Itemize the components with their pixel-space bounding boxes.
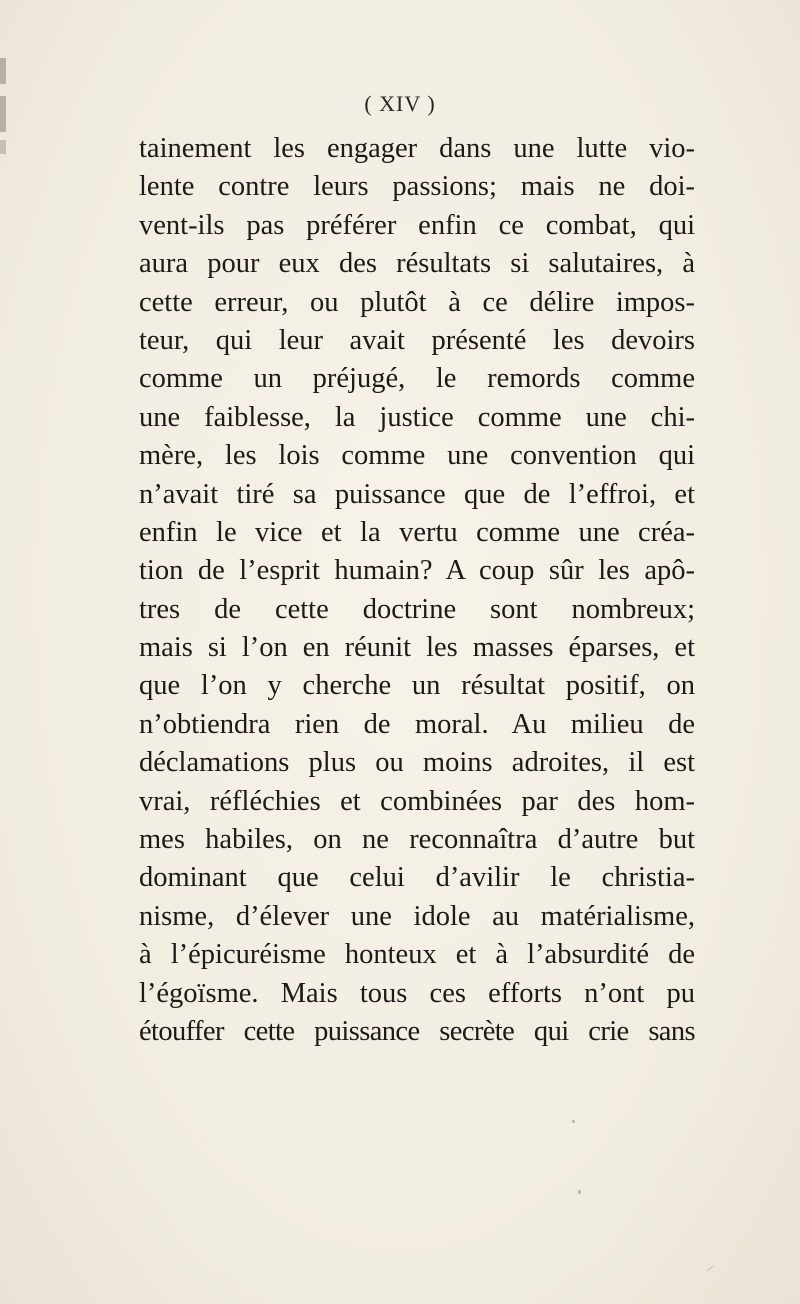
body-text <box>139 130 695 1051</box>
text-line: l’égoïsme. Mais tous ces efforts n’ont pu <box>139 977 695 1009</box>
text-line: teur, qui leur avait présenté les devoirs <box>139 324 695 356</box>
text-line: enfin le vice et la vertu comme une créa- <box>139 516 695 548</box>
text-line: une faiblesse, la justice comme une chi- <box>139 401 695 433</box>
text-line: tres de cette doctrine sont nombreux; <box>139 593 695 625</box>
text-line: mes habiles, on ne reconnaîtra d’autre but <box>139 824 695 856</box>
text-line: vent-ils pas préférer enfin ce combat, qui <box>139 209 695 241</box>
text-line: vrai, réfléchies et combinées par des hom- <box>139 785 695 817</box>
text-line: cette erreur, ou plutôt à ce délire impos- <box>139 286 695 318</box>
text-line: mère, les lois comme une convention qui <box>139 440 695 472</box>
paper-speck <box>572 1120 575 1123</box>
text-line: n’avait tiré sa puissance que de l’effroi, et <box>139 478 695 510</box>
text-line: à l’épicuréisme honteux et à l’absurdité de <box>139 939 695 971</box>
text-line: mais si l’on en réunit les masses éparses, et <box>139 632 695 664</box>
text-line: n’obtiendra rien de moral. Au milieu de <box>139 708 695 740</box>
text-line: déclamations plus ou moins adroites, il est <box>139 747 695 779</box>
page-number-header: ( XIV ) <box>364 91 436 116</box>
text-line: tion de l’esprit humain? A coup sûr les apô- <box>139 555 695 587</box>
binding-shadow <box>0 140 6 154</box>
text-line: tainement les engager dans une lutte vio- <box>139 133 695 164</box>
text-line: lente contre leurs passions; mais ne doi- <box>139 171 695 203</box>
text-line: nisme, d’élever une idole au matérialisme, <box>139 900 695 932</box>
text-line: que l’on y cherche un résultat positif, on <box>139 670 695 702</box>
binding-shadow <box>0 58 6 84</box>
paper-speck <box>578 1190 581 1194</box>
text-line: dominant que celui d’avilir le christia- <box>139 862 695 894</box>
text-line: comme un préjugé, le remords comme <box>139 363 695 395</box>
text-line: aura pour eux des résultats si salutaires, à <box>139 248 695 280</box>
text-line: étouffer cette puissance secrète qui crie sans <box>139 1015 695 1047</box>
paper-speck <box>707 1266 714 1272</box>
